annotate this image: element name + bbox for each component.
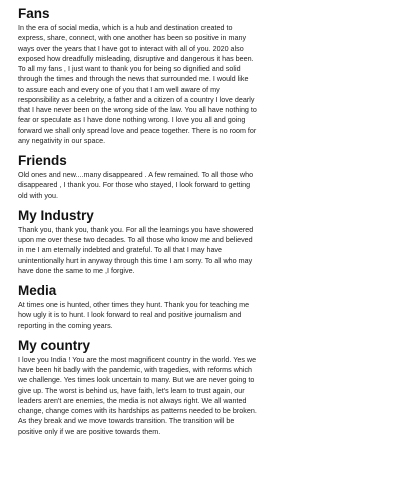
paragraph-line: we challenge. Yes times look uncertain to many. But we are never going to	[18, 376, 255, 385]
paragraph-line: upon me over these two decades. To all those who know me and believed	[18, 236, 253, 244]
section-paragraph	[18, 170, 388, 201]
paragraph-line: I love you India ! You are the most magnificent country in the world. Yes we	[18, 355, 257, 364]
paragraph-line: unintentionally hurt in anyway through this time I am sorry. To all who may	[18, 256, 253, 265]
paragraph-line: fear or speculate as I have done nothing wrong. I love you all and going	[18, 116, 246, 125]
paragraph-line: old with you.	[18, 191, 58, 200]
section-heading: Media	[18, 283, 57, 298]
section-my-industry	[18, 208, 388, 276]
paragraph-line: change, change comes with its hardships as patterns needed to be broken.	[18, 407, 257, 415]
paragraph-line: reporting in the coming years.	[18, 321, 113, 330]
paragraph-line: ways over the years that I have got to interact with all of you. 2020 also	[18, 44, 244, 53]
paragraph-line: In the era of social media, which is a hub and destination created to	[18, 24, 233, 32]
paragraph-line: To all my fans , I just want to thank you for being so dignified and solid	[18, 65, 241, 73]
document-page	[18, 6, 388, 444]
paragraph-line: how ugly it is to hunt. I look forward to real and positive journalism and	[18, 311, 242, 320]
section-heading: Fans	[18, 6, 50, 21]
paragraph-line: positive only if we are positive towards them.	[18, 427, 161, 436]
section-my-country	[18, 338, 388, 437]
paragraph-line: exposed how dreadfully misleading, disruptive and dangerous it has been.	[18, 54, 254, 63]
paragraph-line: in me I am eternally indebted and grateful. To all that I may have	[18, 246, 223, 255]
paragraph-line: disappeared , I thank you. For those who stayed, I look forward to getting	[18, 181, 251, 190]
paragraph-line: responsibility as a celebrity, a father and a citizen of a country I love dearly	[18, 95, 255, 104]
paragraph-line: any negativity in our space.	[18, 136, 106, 145]
section-paragraph	[18, 355, 388, 437]
paragraph-line: give up. The worst is behind us, have faith, let's learn to trust again, our	[18, 386, 245, 395]
document-body	[18, 6, 388, 437]
paragraph-line: through the times and through the news that surrounded me. I would like	[18, 75, 249, 84]
paragraph-line: have done the same to me ,I forgive.	[18, 266, 135, 275]
paragraph-line: leaders aren't are enemies, the media is not always right. We all wanted	[18, 396, 247, 405]
paragraph-line: to assure each and every one of you that I am well aware of my	[18, 85, 220, 94]
section-fans	[18, 6, 388, 146]
paragraph-line: that I have never been on the wrong side of the law. You all have nothing to	[18, 106, 257, 114]
paragraph-line: Old ones and new....many disappeared . A few remained. To all those who	[18, 171, 254, 179]
section-heading: My country	[18, 337, 91, 353]
paragraph-line: At times one is hunted, other times they hunt. Thank you for teaching me	[18, 301, 250, 309]
section-paragraph	[18, 300, 388, 331]
section-media	[18, 283, 388, 331]
section-paragraph	[18, 23, 388, 146]
section-heading: Friends	[18, 153, 67, 168]
paragraph-line: As they break and we move towards transition. The transition will be	[18, 417, 235, 426]
paragraph-line: have been hit badly with the pandemic, with tragedies, with reforms which	[18, 366, 253, 374]
paragraph-line: forward we shall only spread love and peace together. There is no room for	[18, 126, 257, 135]
paragraph-line: Thank you, thank you, thank you. For all the learnings you have showered	[18, 225, 254, 234]
section-paragraph	[18, 225, 388, 276]
paragraph-line: express, share, connect, with one another has been so positive in many	[18, 34, 247, 43]
section-heading: My Industry	[18, 207, 94, 223]
section-friends	[18, 153, 388, 201]
